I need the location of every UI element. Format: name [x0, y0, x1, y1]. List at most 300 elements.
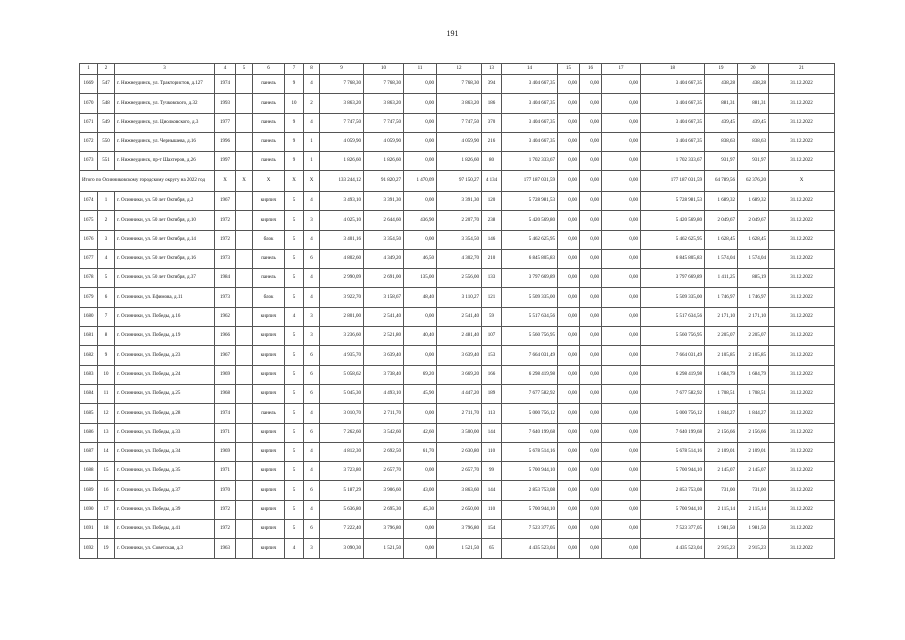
table-cell: 1 574,04 — [705, 249, 738, 268]
table-cell: 6 845 805,83 — [502, 249, 558, 268]
table-cell: 885,19 — [738, 269, 769, 288]
table-cell: 549 — [98, 113, 115, 132]
table-cell: 0,00 — [580, 152, 602, 171]
table-cell: 11 — [98, 384, 115, 403]
table-cell: 3 669,20 — [437, 365, 482, 384]
table-cell: 9 — [285, 75, 304, 94]
table-row — [80, 384, 835, 403]
table-cell: 31.12.2022 — [769, 423, 835, 442]
table-cell: 2 650,00 — [437, 500, 482, 519]
table-cell: 0,00 — [602, 307, 641, 326]
table-cell: кирпич — [253, 346, 285, 365]
column-header: 1 — [80, 64, 98, 75]
table-cell: 1686 — [80, 423, 98, 442]
address-cell: г. Осинники, ул. Победы, д.39 — [115, 500, 215, 519]
table-cell: 7 747,50 — [320, 113, 364, 132]
table-row — [80, 520, 835, 539]
table-cell: 0,00 — [580, 442, 602, 461]
table-cell: 1 826,60 — [437, 152, 482, 171]
table-cell: 0,00 — [580, 500, 602, 519]
table-cell: 5 700 944,10 — [502, 500, 558, 519]
table-cell: 110 — [482, 500, 502, 519]
table-cell: 5 — [285, 481, 304, 500]
table-cell: 210 — [482, 249, 502, 268]
column-header: 6 — [253, 64, 285, 75]
table-cell: 7 747,50 — [437, 113, 482, 132]
table-cell: 5 560 756,95 — [502, 327, 558, 346]
register-table — [79, 63, 835, 559]
table-cell: 0,00 — [580, 75, 602, 94]
table-cell: 1 844,27 — [738, 404, 769, 423]
table-cell: кирпич — [253, 539, 285, 558]
table-cell: 31.12.2022 — [769, 346, 835, 365]
table-cell: 0,00 — [602, 462, 641, 481]
table-cell: 4 — [285, 539, 304, 558]
table-cell: 31.12.2022 — [769, 75, 835, 94]
address-cell: г. Нижнеудинск, ул. Циолковского, д.3 — [115, 113, 215, 132]
table-cell: 1966 — [215, 327, 236, 346]
total-cell: X — [236, 171, 253, 192]
table-cell: 3 493,10 — [320, 191, 364, 210]
table-cell: 5 — [285, 404, 304, 423]
address-cell: г. Осинники, ул. Победы, д.23 — [115, 346, 215, 365]
table-cell: 0,00 — [558, 191, 580, 210]
table-cell: 2 657,70 — [437, 462, 482, 481]
table-cell: 5 728 981,53 — [641, 191, 705, 210]
table-cell: 4 — [285, 307, 304, 326]
table-cell: 3 404 667,35 — [502, 75, 558, 94]
column-header: 13 — [482, 64, 502, 75]
table-cell: 5 045,30 — [320, 384, 364, 403]
table-cell: 550 — [98, 132, 115, 151]
table-cell: 3 404 667,35 — [502, 132, 558, 151]
total-cell: 91 820,27 — [364, 171, 404, 192]
table-cell: 0,00 — [558, 94, 580, 113]
table-cell: 1996 — [215, 132, 236, 151]
column-header: 19 — [705, 64, 738, 75]
table-cell: 166 — [482, 365, 502, 384]
total-cell: 1 470,09 — [404, 171, 437, 192]
table-row — [80, 132, 835, 151]
table-cell: 0,00 — [404, 539, 437, 558]
table-cell: 1674 — [80, 191, 98, 210]
table-cell: 2 481,40 — [437, 327, 482, 346]
table-cell: 3 090,30 — [320, 539, 364, 558]
table-cell: 5 — [285, 211, 304, 230]
table-cell: 144 — [482, 423, 502, 442]
table-cell: 3 863,20 — [364, 94, 404, 113]
total-cell: X — [285, 171, 304, 192]
address-cell: г. Нижнеудинск, ул. Трактористов, д.127 — [115, 75, 215, 94]
total-row — [80, 171, 835, 192]
table-cell: 6 298 419,98 — [641, 365, 705, 384]
table-cell: 1682 — [80, 346, 98, 365]
table-cell: кирпич — [253, 481, 285, 500]
table-cell: 3 401,16 — [320, 230, 364, 249]
table-cell: 1688 — [80, 462, 98, 481]
table-cell: 0,00 — [404, 230, 437, 249]
table-row — [80, 94, 835, 113]
table-cell: 1 689,32 — [705, 191, 738, 210]
table-cell: 1 689,32 — [738, 191, 769, 210]
table-cell: 7 222,40 — [320, 520, 364, 539]
table-cell: 42,60 — [404, 423, 437, 442]
table-row — [80, 346, 835, 365]
table-cell: 80 — [482, 152, 502, 171]
table-cell: 0,00 — [580, 94, 602, 113]
table-cell: 1968 — [215, 384, 236, 403]
table-cell: 0,00 — [558, 211, 580, 230]
table-cell: 0,00 — [580, 288, 602, 307]
table-cell: 0,00 — [580, 365, 602, 384]
total-cell: X — [769, 171, 835, 192]
table-cell: 4 — [304, 113, 320, 132]
table-cell: 0,00 — [580, 327, 602, 346]
table-cell: 0,00 — [404, 113, 437, 132]
table-cell: 547 — [98, 75, 115, 94]
table-cell — [236, 346, 253, 365]
table-cell: 14 — [98, 442, 115, 461]
table-cell: 1971 — [215, 423, 236, 442]
table-cell: панель — [253, 269, 285, 288]
address-cell: г. Осинники, ул. Победы, д.41 — [115, 520, 215, 539]
table-cell: 7 768,30 — [437, 75, 482, 94]
table-cell: 0,00 — [602, 249, 641, 268]
table-cell — [236, 191, 253, 210]
table-cell: 3 — [304, 539, 320, 558]
table-cell: 5 678 514,16 — [641, 442, 705, 461]
table-row — [80, 152, 835, 171]
table-cell: 5 509 335,00 — [502, 288, 558, 307]
table-cell: 1687 — [80, 442, 98, 461]
address-cell: г. Осинники, ул. 50 лет Октября, д.10 — [115, 211, 215, 230]
table-cell: 0,00 — [602, 288, 641, 307]
table-cell: 2 207,70 — [437, 211, 482, 230]
column-header: 8 — [304, 64, 320, 75]
table-cell: 6 — [304, 249, 320, 268]
table-cell: 5 560 756,95 — [641, 327, 705, 346]
table-cell: 0,00 — [580, 211, 602, 230]
table-cell: 31.12.2022 — [769, 230, 835, 249]
table-cell: 0,00 — [580, 132, 602, 151]
table-cell: 31.12.2022 — [769, 442, 835, 461]
table-cell: 4 — [304, 500, 320, 519]
table-body — [80, 75, 835, 559]
table-cell — [236, 327, 253, 346]
table-cell: 1669 — [80, 75, 98, 94]
table-cell: 0,00 — [580, 113, 602, 132]
table-cell: 5 — [285, 500, 304, 519]
column-header: 17 — [602, 64, 641, 75]
table-cell: 5 420 569,80 — [641, 211, 705, 230]
table-cell: 7 523 377,05 — [641, 520, 705, 539]
table-cell: 8 — [98, 327, 115, 346]
table-cell: 0,00 — [404, 132, 437, 151]
address-cell: г. Осинники, ул. Ефимова, д.11 — [115, 288, 215, 307]
table-cell: 5 462 625,95 — [641, 230, 705, 249]
table-cell: 2 691,00 — [364, 269, 404, 288]
table-row — [80, 500, 835, 519]
table-cell: 4 935,70 — [320, 346, 364, 365]
table-cell: 0,00 — [404, 307, 437, 326]
table-cell: 1 746,97 — [705, 288, 738, 307]
table-cell: 0,00 — [580, 269, 602, 288]
table-cell — [236, 404, 253, 423]
table-cell — [236, 288, 253, 307]
table-cell: 0,00 — [602, 481, 641, 500]
table-cell: 0,00 — [558, 307, 580, 326]
table-cell: 9 — [285, 113, 304, 132]
table-cell: 1 521,50 — [437, 539, 482, 558]
table-cell: 0,00 — [558, 113, 580, 132]
table-cell: 1 411,25 — [705, 269, 738, 288]
table-cell: 2 695,30 — [364, 500, 404, 519]
table-cell: 1 826,60 — [364, 152, 404, 171]
column-header: 21 — [769, 64, 835, 75]
total-label: Итого по Осинниковскому городскому округу на 2022 год — [80, 171, 215, 192]
table-cell: 0,00 — [558, 249, 580, 268]
table-cell: 0,00 — [404, 191, 437, 210]
table-cell: 1670 — [80, 94, 98, 113]
table-cell: 2 541,40 — [437, 307, 482, 326]
table-cell: 4 — [304, 75, 320, 94]
table-cell: 0,00 — [580, 423, 602, 442]
table-cell: 2 853 753,08 — [502, 481, 558, 500]
table-cell: 1680 — [80, 307, 98, 326]
table-row — [80, 75, 835, 94]
table-cell: 436,90 — [404, 211, 437, 230]
table-cell: 16 — [98, 481, 115, 500]
table-cell: 0,00 — [580, 520, 602, 539]
table-cell: 3 404 667,35 — [641, 113, 705, 132]
table-cell: 3 639,40 — [437, 346, 482, 365]
table-cell: 5 517 634,56 — [502, 307, 558, 326]
total-cell: 4 134 — [482, 171, 502, 192]
table-cell: кирпич — [253, 384, 285, 403]
table-cell: 3 — [304, 211, 320, 230]
table-cell: 1 628,45 — [738, 230, 769, 249]
table-cell: 3 542,60 — [364, 423, 404, 442]
table-cell: 0,00 — [558, 423, 580, 442]
table-cell: 3 863,20 — [320, 94, 364, 113]
address-cell: г. Нижнеудинск, пр-т Шахтеров, д.26 — [115, 152, 215, 171]
total-cell: X — [215, 171, 236, 192]
table-cell: кирпич — [253, 365, 285, 384]
table-cell: 1681 — [80, 327, 98, 346]
table-cell: 0,00 — [558, 404, 580, 423]
column-header: 7 — [285, 64, 304, 75]
table-row — [80, 249, 835, 268]
address-cell: г. Осинники, ул. Победы, д.16 — [115, 307, 215, 326]
table-cell: 0,00 — [602, 269, 641, 288]
table-cell: 5 187,29 — [320, 481, 364, 500]
table-cell: 0,00 — [602, 365, 641, 384]
table-cell: 1 574,04 — [738, 249, 769, 268]
table-cell: 1679 — [80, 288, 98, 307]
table-cell: 0,00 — [558, 539, 580, 558]
column-header: 11 — [404, 64, 437, 75]
table-cell: 31.12.2022 — [769, 288, 835, 307]
table-cell: 1 — [304, 152, 320, 171]
table-cell: 3 — [98, 230, 115, 249]
table-cell: 9 — [98, 346, 115, 365]
table-cell — [236, 423, 253, 442]
table-cell: 61,70 — [404, 442, 437, 461]
table-cell: 551 — [98, 152, 115, 171]
column-header: 18 — [641, 64, 705, 75]
column-header: 4 — [215, 64, 236, 75]
table-row — [80, 211, 835, 230]
address-cell: г. Осинники, ул. Советская, д.3 — [115, 539, 215, 558]
table-cell: 1973 — [215, 288, 236, 307]
table-cell: 31.12.2022 — [769, 384, 835, 403]
table-cell: 2 109,01 — [705, 442, 738, 461]
table-cell — [236, 384, 253, 403]
table-cell: 2 115,14 — [705, 500, 738, 519]
table-cell: 5 — [285, 423, 304, 442]
total-cell: 133 244,12 — [320, 171, 364, 192]
table-cell: 439,45 — [705, 113, 738, 132]
table-cell: 2 115,14 — [738, 500, 769, 519]
table-cell: 1 — [98, 191, 115, 210]
table-cell: 3 723,80 — [320, 462, 364, 481]
table-cell: 6 — [304, 520, 320, 539]
table-cell: 7 768,30 — [364, 75, 404, 94]
table-cell: 2 049,67 — [738, 211, 769, 230]
table-cell: 31.12.2022 — [769, 94, 835, 113]
table-cell: 1974 — [215, 75, 236, 94]
table-cell: 0,00 — [602, 520, 641, 539]
table-cell: 31.12.2022 — [769, 307, 835, 326]
table-cell: 0,00 — [558, 500, 580, 519]
table-cell: 1970 — [215, 481, 236, 500]
table-cell: кирпич — [253, 520, 285, 539]
table-cell: 5 462 625,95 — [502, 230, 558, 249]
table-cell: 2 521,80 — [364, 327, 404, 346]
table-cell: 5 — [285, 520, 304, 539]
table-cell: 1 844,27 — [705, 404, 738, 423]
table-cell: 1 981,50 — [738, 520, 769, 539]
table-cell: 5 058,62 — [320, 365, 364, 384]
table-cell: 5 000 756,12 — [641, 404, 705, 423]
table-cell: панель — [253, 75, 285, 94]
table-cell — [236, 442, 253, 461]
column-header: 14 — [502, 64, 558, 75]
table-cell: 3 500,00 — [437, 423, 482, 442]
table-cell: 186 — [482, 94, 502, 113]
table-cell: 31.12.2022 — [769, 500, 835, 519]
total-cell: 64 789,56 — [705, 171, 738, 192]
table-cell: 2 156,66 — [705, 423, 738, 442]
table-cell: 4 802,60 — [320, 249, 364, 268]
table-cell — [236, 113, 253, 132]
table-cell: 2 156,66 — [738, 423, 769, 442]
table-cell: 7 640 199,68 — [641, 423, 705, 442]
table-cell: 1673 — [80, 152, 98, 171]
table-cell: панель — [253, 132, 285, 151]
table-cell: 1 708,51 — [738, 384, 769, 403]
table-cell: 4 — [304, 230, 320, 249]
table-cell: 881,31 — [738, 94, 769, 113]
table-cell: 0,00 — [580, 346, 602, 365]
table-cell: 0,00 — [602, 500, 641, 519]
table-cell: 31.12.2022 — [769, 520, 835, 539]
address-cell: г. Осинники, ул. 50 лет Октября, д.14 — [115, 230, 215, 249]
table-cell: 5 700 944,10 — [641, 500, 705, 519]
table-cell — [236, 462, 253, 481]
table-cell: 238 — [482, 211, 502, 230]
table-row — [80, 113, 835, 132]
table-cell: 3 391,30 — [364, 191, 404, 210]
table-cell: 3 639,40 — [364, 346, 404, 365]
table-cell: 0,00 — [580, 539, 602, 558]
table-cell: 1 702 333,67 — [502, 152, 558, 171]
table-row — [80, 404, 835, 423]
table-cell: 1969 — [215, 442, 236, 461]
table-cell: 0,00 — [558, 365, 580, 384]
table-cell — [236, 520, 253, 539]
table-cell: 0,00 — [558, 520, 580, 539]
table-cell: 110 — [482, 442, 502, 461]
address-cell: г. Осинники, ул. Победы, д.19 — [115, 327, 215, 346]
table-cell: 0,00 — [602, 75, 641, 94]
table-cell: 0,00 — [404, 94, 437, 113]
table-cell: 838,63 — [705, 132, 738, 151]
table-cell: 2 853 753,08 — [641, 481, 705, 500]
table-cell: 394 — [482, 75, 502, 94]
table-cell: 0,00 — [558, 346, 580, 365]
table-cell: 7 523 377,05 — [502, 520, 558, 539]
table-cell: 0,00 — [580, 462, 602, 481]
table-cell: 2 105,85 — [738, 346, 769, 365]
table-cell: 4 — [304, 269, 320, 288]
table-cell: 0,00 — [602, 152, 641, 171]
table-cell: 5 678 514,16 — [502, 442, 558, 461]
table-cell: 1685 — [80, 404, 98, 423]
table-cell: 7 747,50 — [364, 113, 404, 132]
table-cell: 0,00 — [404, 152, 437, 171]
table-cell: 69,20 — [404, 365, 437, 384]
table-cell: 5 — [285, 346, 304, 365]
table-cell — [236, 307, 253, 326]
page-number: 191 — [446, 29, 459, 38]
table-cell: 43,00 — [404, 481, 437, 500]
address-cell: г. Осинники, ул. 50 лет Октября, д.16 — [115, 249, 215, 268]
table-cell: 2 556,00 — [437, 269, 482, 288]
table-cell: 2 145,07 — [738, 462, 769, 481]
table-cell: 3 354,50 — [364, 230, 404, 249]
table-cell: 18 — [98, 520, 115, 539]
table-cell: 2 145,07 — [705, 462, 738, 481]
column-header: 3 — [115, 64, 215, 75]
total-cell: 177 187 031,59 — [641, 171, 705, 192]
table-cell: 2 205,07 — [705, 327, 738, 346]
table-cell: 548 — [98, 94, 115, 113]
table-cell: 144 — [482, 481, 502, 500]
address-cell: г. Осинники, ул. Победы, д.37 — [115, 481, 215, 500]
table-row — [80, 288, 835, 307]
table-cell: 3 110,27 — [437, 288, 482, 307]
total-cell: 0,00 — [602, 171, 641, 192]
table-cell: 3 236,60 — [320, 327, 364, 346]
table-cell: 0,00 — [404, 520, 437, 539]
column-header: 5 — [236, 64, 253, 75]
table-cell: 0,00 — [558, 384, 580, 403]
table-cell: 6 — [304, 481, 320, 500]
table-cell: 1993 — [215, 94, 236, 113]
table-row — [80, 230, 835, 249]
table-cell: 1974 — [215, 404, 236, 423]
